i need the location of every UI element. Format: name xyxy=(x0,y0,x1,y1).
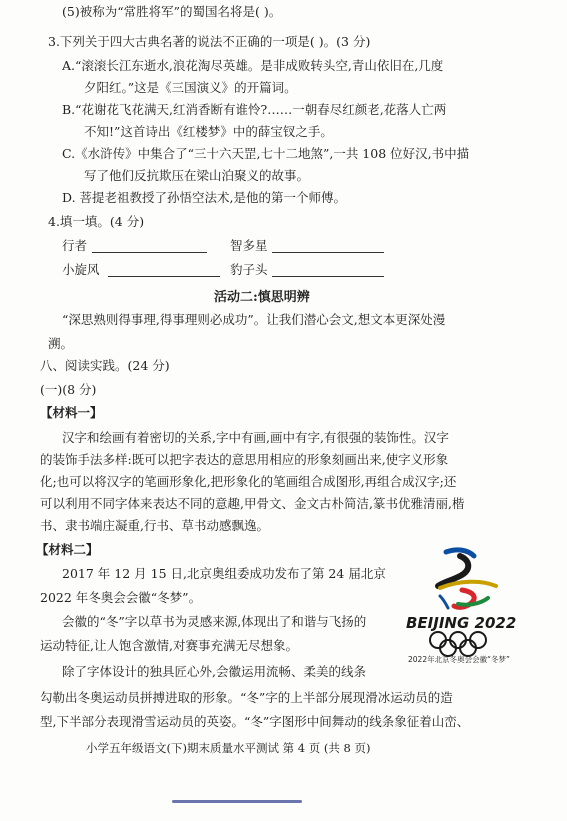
fill-blank-xiaoxuanfeng[interactable] xyxy=(108,276,220,277)
activity-title: 活动二:慎思明辨 xyxy=(214,290,310,305)
fill-blank-xingzhe[interactable] xyxy=(92,252,207,253)
beijing-2022-emblem xyxy=(400,546,560,638)
fill-label-xingzhe: 行者 xyxy=(62,238,88,253)
material-1-line: 可以利用不同字体来表达不同的意趣,甲骨文、金文古朴简洁,篆书优雅清丽,楷 xyxy=(40,496,465,511)
page-footer: 小学五年级语文(下)期末质量水平测试 第 4 页 (共 8 页) xyxy=(86,741,371,755)
material-2-line: 2022 年冬奥会会徽“冬梦”。 xyxy=(40,590,202,605)
emblem-wordmark: BEIJING 2022 xyxy=(406,614,517,632)
material-2-line: 会徽的“冬”字以草书为灵感来源,体现出了和谐与飞扬的 xyxy=(62,614,367,629)
emblem-graphic xyxy=(400,546,560,638)
option-a-line1: A.“滚滚长江东逝水,浪花淘尽英雄。是非成败转头空,青山依旧在,几度 xyxy=(62,58,444,73)
material-2-line: 运动特征,让人饱含激情,对赛事充满无尽想象。 xyxy=(40,638,298,653)
part-1-heading: (一)(8 分) xyxy=(40,382,97,397)
fill-label-zhiduoxing: 智多星 xyxy=(230,238,268,253)
material-1-title: 【材料一】 xyxy=(40,405,103,420)
option-b-line1: B.“花谢花飞花满天,红消香断有谁怜?……一朝春尽红颜老,花落人亡两 xyxy=(62,102,447,117)
question-3-stem: 3.下列关于四大古典名著的说法不正确的一项是( )。(3 分) xyxy=(48,34,371,49)
option-b-line2: 不知!”这首诗出《红楼梦》中的薛宝钗之手。 xyxy=(84,124,333,139)
question-5: (5)被称为“常胜将军”的蜀国名将是( )。 xyxy=(62,4,282,19)
material-2-line: 勾勒出冬奥运动员拼搏进取的形象。“冬”字的上半部分展现滑冰运动员的造 xyxy=(40,690,453,705)
option-a-line2: 夕阳红。”这是《三国演义》的开篇词。 xyxy=(84,80,297,95)
fill-label-baozitou: 豹子头 xyxy=(230,262,268,277)
option-c-line1: C.《水浒传》中集合了“三十六天罡,七十二地煞”,一共 108 位好汉,书中描 xyxy=(62,146,470,161)
material-2-title: 【材料二】 xyxy=(36,542,99,557)
scan-mark xyxy=(172,800,302,803)
question-4-stem: 4.填一填。(4 分) xyxy=(48,214,145,229)
fill-blank-zhiduoxing[interactable] xyxy=(272,252,384,253)
intro-line2: 溯。 xyxy=(48,336,74,351)
material-1-line: 化;也可以将汉字的笔画形象化,把形象化的笔画组合成图形,再组合成汉字;还 xyxy=(40,474,457,489)
material-1-line: 书、隶书端庄凝重,行书、草书动感飘逸。 xyxy=(40,518,269,533)
material-1-line: 的装饰手法多样:既可以把字表达的意思用相应的形象刻画出来,使字义形象 xyxy=(40,452,449,467)
material-2-line: 型,下半部分表现滑雪运动员的英姿。“冬”字图形中间舞动的线条象征着山峦、 xyxy=(40,714,470,729)
material-1-line: 汉字和绘画有着密切的关系,字中有画,画中有字,有很强的装饰性。汉字 xyxy=(62,430,449,445)
section-8-heading: 八、阅读实践。(24 分) xyxy=(40,358,170,373)
emblem-caption: 2022年北京冬奥会会徽“冬梦” xyxy=(408,655,510,664)
fill-blank-baozitou[interactable] xyxy=(272,276,384,277)
material-2-line: 2017 年 12 月 15 日,北京奥组委成功发布了第 24 届北京 xyxy=(62,566,386,581)
option-c-line2: 写了他们反抗欺压在梁山泊聚义的故事。 xyxy=(84,168,310,183)
fill-label-xiaoxuanfeng: 小旋风 xyxy=(62,262,100,277)
intro-line1: “深思熟则得事理,得事理则必成功”。让我们潜心会文,想文本更深处漫 xyxy=(62,312,446,327)
material-2-line: 除了字体设计的独具匠心外,会徽运用流畅、柔美的线条 xyxy=(62,664,366,679)
option-d: D. 菩提老祖教授了孙悟空法术,是他的第一个师傅。 xyxy=(62,190,346,205)
